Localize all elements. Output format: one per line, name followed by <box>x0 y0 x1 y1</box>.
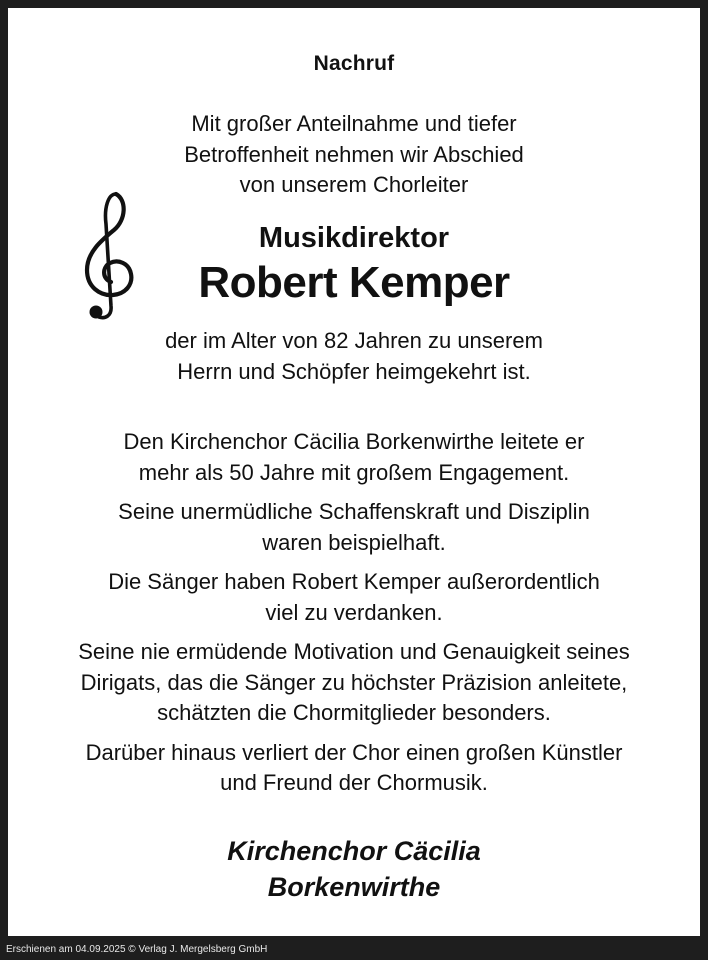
tribute-paragraph <box>8 427 700 488</box>
signature-line: Kirchenchor Cäcilia <box>227 836 481 866</box>
tribute-line: mehr als 50 Jahre mit großem Engagement. <box>138 459 570 485</box>
tribute-paragraph <box>8 738 700 799</box>
tribute-paragraph <box>8 637 700 729</box>
tribute-line: Darüber hinaus verliert der Chor einen großen Künstler <box>85 739 623 765</box>
death-statement <box>8 326 700 387</box>
statement-line: Herrn und Schöpfer heimgekehrt ist. <box>177 358 531 384</box>
obituary-notice <box>8 8 700 936</box>
tribute-line: Seine nie ermüdende Motivation und Genauigkeit seines <box>78 639 630 664</box>
tribute-line: und Freund der Chormusik. <box>220 770 488 795</box>
intro-line: von unserem Chorleiter <box>239 172 469 197</box>
tribute-line: Dirigats, das die Sänger zu höchster Präzision anleitete, <box>80 669 628 695</box>
tribute-line: schätzten die Chormitglieder besonders. <box>157 700 551 725</box>
tribute-paragraph <box>8 567 700 628</box>
signature-line: Borkenwirthe <box>267 872 441 902</box>
deceased-name: Robert Kemper <box>198 258 510 307</box>
statement-line: der im Alter von 82 Jahren zu unserem <box>165 328 543 353</box>
tribute-body <box>8 427 700 808</box>
publication-footer: Erschienen am 04.09.2025 © Verlag J. Mergelsberg GmbH <box>6 944 268 955</box>
signature <box>8 833 700 905</box>
notice-heading: Nachruf <box>313 52 395 75</box>
tribute-line: Seine unermüdliche Schaffenskraft und Disziplin <box>118 499 590 524</box>
tribute-line: Den Kirchenchor Cäcilia Borkenwirthe leitete er <box>123 429 585 454</box>
tribute-line: waren beispielhaft. <box>262 529 446 555</box>
intro-line: Mit großer Anteilnahme und tiefer <box>191 111 517 136</box>
tribute-line: Die Sänger haben Robert Kemper außerordentlich <box>108 569 600 594</box>
tribute-paragraph <box>8 497 700 558</box>
deceased-title: Musikdirektor <box>258 222 450 254</box>
tribute-line: viel zu verdanken. <box>265 599 443 625</box>
intro-line: Betroffenheit nehmen wir Abschied <box>184 141 524 167</box>
intro-text <box>8 109 700 201</box>
